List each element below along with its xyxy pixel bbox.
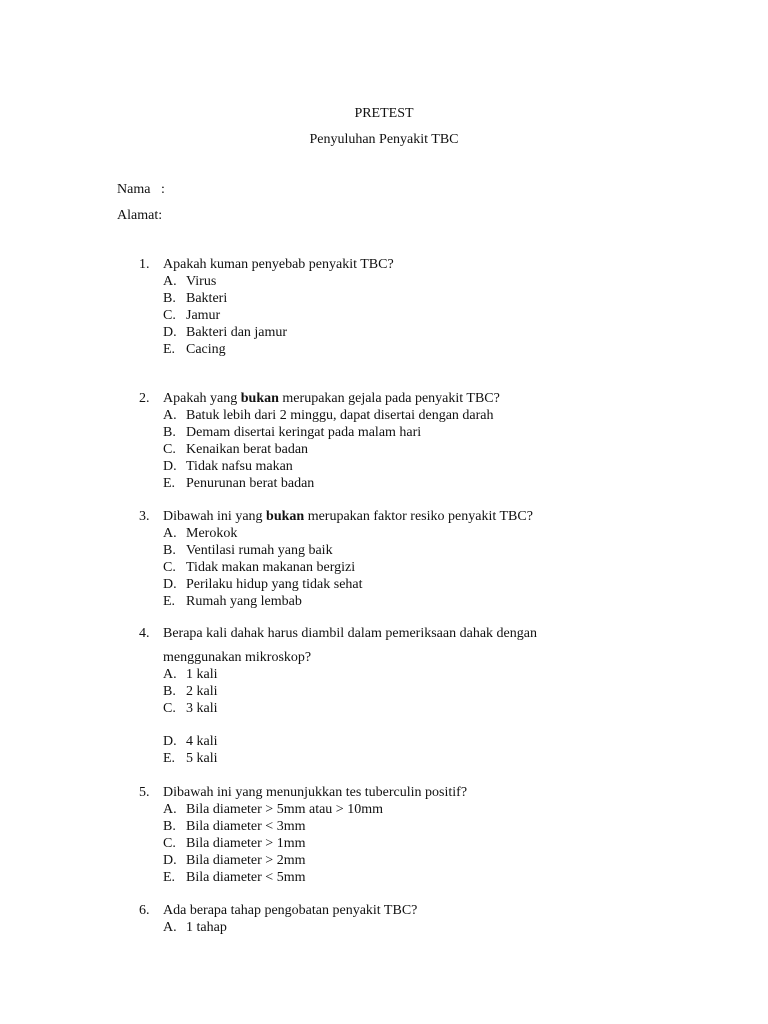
option-a[interactable]: A. Virus [163,274,217,289]
option-d[interactable]: D. 4 kali [163,733,218,749]
page-title: PRETEST [354,106,414,121]
question-number: 4. [139,626,150,641]
question-text: Apakah yang bukan merupakan gejala pada penyakit TBC? [163,391,500,406]
emphasis-text: bukan [266,509,305,524]
option-e[interactable]: E. Rumah yang lembab [163,593,302,609]
question-text: Berapa kali dahak harus diambil dalam pemeriksaan dahak dengan [163,626,537,641]
question-5 [139,785,739,886]
option-e[interactable]: E. Bila diameter < 5mm [163,869,306,885]
option-a[interactable]: A. 1 kali [163,667,218,682]
question-text: Ada berapa tahap pengobatan penyakit TBC? [163,903,418,918]
option-b[interactable]: B. Bakteri [163,290,228,306]
option-e[interactable]: E. Cacing [163,341,226,357]
option-d[interactable]: D. Bila diameter > 2mm [163,852,306,868]
question-1 [139,257,739,358]
question-number: 1. [139,257,150,272]
question-6 [139,903,739,937]
emphasis-text: bukan [240,391,279,406]
question-4 [139,626,739,767]
option-c[interactable]: C. Tidak makan makanan bergizi [163,559,356,575]
question-text: Apakah kuman penyebab penyakit TBC? [163,257,394,272]
question-3 [139,509,739,610]
question-number: 5. [139,785,150,800]
option-b[interactable]: B. Bila diameter < 3mm [163,818,306,834]
question-number: 2. [139,391,150,406]
option-a[interactable]: A. 1 tahap [163,920,227,935]
option-a[interactable]: A. Bila diameter > 5mm atau > 10mm [163,802,383,817]
page-subtitle: Penyuluhan Penyakit TBC [309,132,459,147]
option-c[interactable]: C. 3 kali [163,700,218,716]
option-b[interactable]: B. Ventilasi rumah yang baik [163,542,333,558]
question-text: Dibawah ini yang menunjukkan tes tuberculin positif? [163,785,468,800]
option-d[interactable]: D. Bakteri dan jamur [163,324,288,340]
option-c[interactable]: C. Kenaikan berat badan [163,441,309,457]
question-number: 6. [139,903,150,918]
question-number: 3. [139,509,150,524]
alamat-field-label: Alamat: [117,208,163,223]
option-e[interactable]: E. Penurunan berat badan [163,475,315,491]
option-d[interactable]: D. Tidak nafsu makan [163,458,293,474]
option-b[interactable]: B. Demam disertai keringat pada malam hari [163,424,422,440]
option-c[interactable]: C. Jamur [163,307,221,323]
question-2 [139,391,739,492]
option-d[interactable]: D. Perilaku hidup yang tidak sehat [163,576,363,592]
option-c[interactable]: C. Bila diameter > 1mm [163,835,306,851]
option-a[interactable]: A. Batuk lebih dari 2 minggu, dapat disertai dengan darah [163,408,494,423]
question-text: Dibawah ini yang bukan merupakan faktor resiko penyakit TBC? [163,509,533,524]
option-a[interactable]: A. Merokok [163,526,238,541]
option-b[interactable]: B. 2 kali [163,683,218,699]
question-text-continued: menggunakan mikroskop? [163,650,312,665]
nama-field-label: Nama [117,182,151,197]
option-e[interactable]: E. 5 kali [163,750,218,766]
nama-field-colon: : [161,182,165,197]
